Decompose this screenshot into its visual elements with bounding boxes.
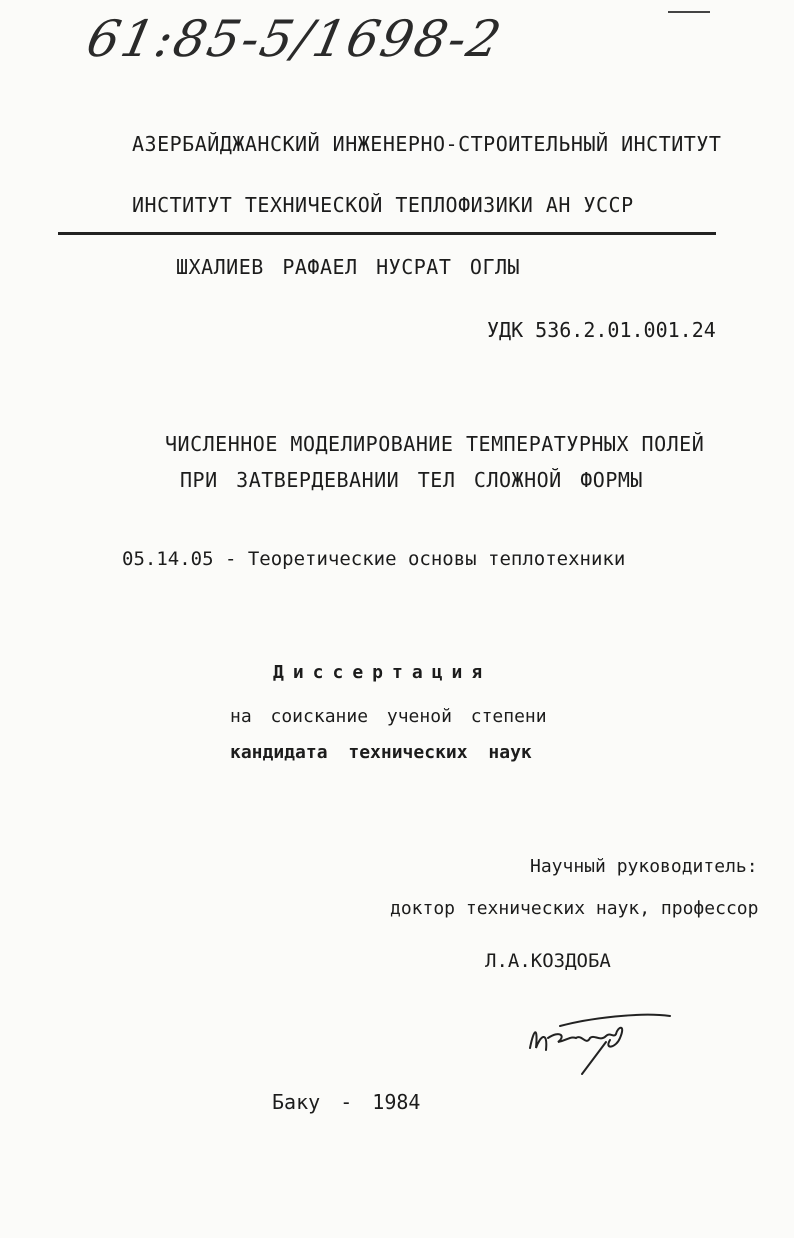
title-line-1: ЧИСЛЕННОЕ МОДЕЛИРОВАНИЕ ТЕМПЕРАТУРНЫХ ПОЛЕЙ (165, 432, 705, 456)
catalog-number-handwritten: 61:85-5/1698-2 (81, 10, 508, 68)
title-line-2: ПРИ ЗАТВЕРДЕВАНИИ ТЕЛ СЛОЖНОЙ ФОРМЫ (180, 468, 643, 492)
work-type: Диссертация (273, 662, 492, 683)
advisor-title: доктор технических наук, профессор (390, 898, 759, 919)
udc-code: УДК 536.2.01.001.24 (487, 318, 716, 342)
specialty-code: 05.14.05 - Теоретические основы теплотехники (122, 548, 626, 570)
advisor-name: Л.А.КОЗДОБА (485, 950, 611, 972)
top-mark (668, 11, 710, 13)
author-name: ШХАЛИЕВ РАФАЕЛ НУСРАТ ОГЛЫ (176, 255, 521, 279)
place-and-year: Баку - 1984 (272, 1090, 421, 1114)
advisor-label: Научный руководитель: (530, 856, 758, 877)
advisor-signature (520, 1008, 680, 1078)
institution-line-1: АЗЕРБАЙДЖАНСКИЙ ИНЖЕНЕРНО-СТРОИТЕЛЬНЫЙ ИНСТИТУТ (132, 132, 722, 156)
degree-line-1: на соискание ученой степени (230, 706, 547, 727)
degree-line-2: кандидата технических наук (230, 742, 532, 763)
institution-line-2: ИНСТИТУТ ТЕХНИЧЕСКОЙ ТЕПЛОФИЗИКИ АН УССР (132, 193, 634, 217)
horizontal-rule (58, 232, 716, 235)
